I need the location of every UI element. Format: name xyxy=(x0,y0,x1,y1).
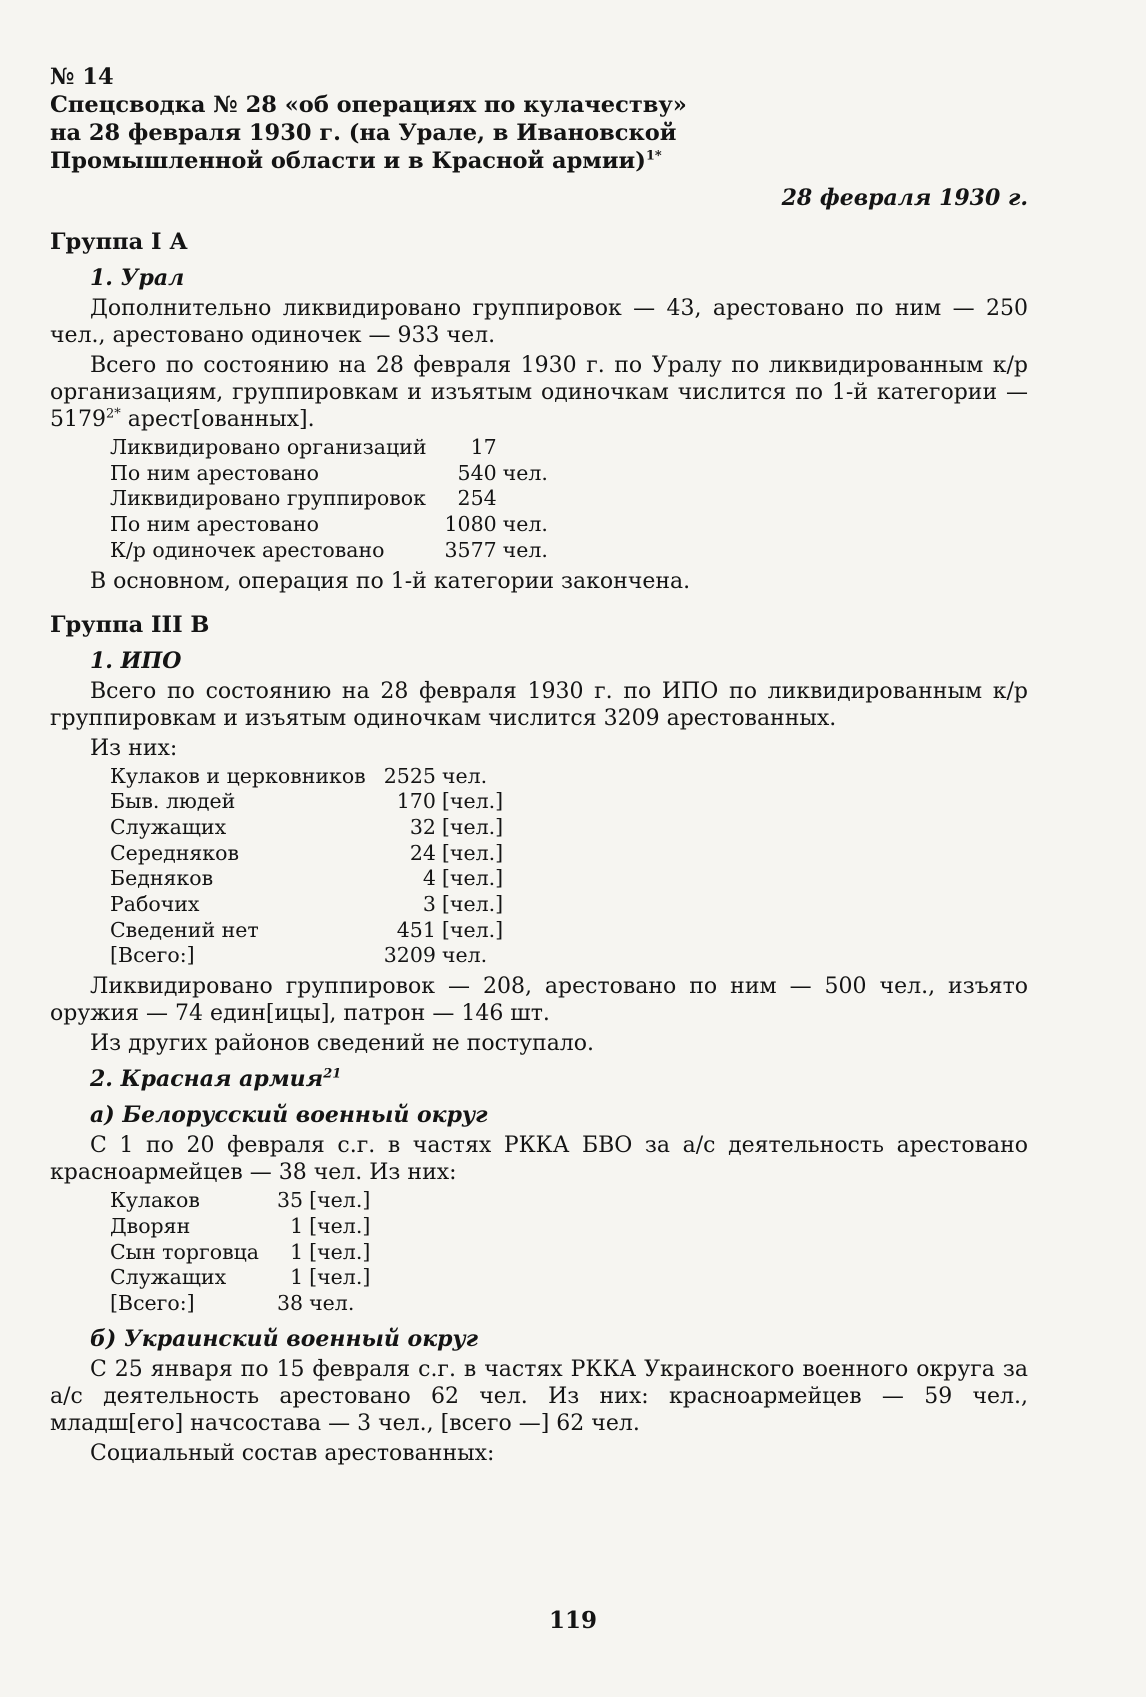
row-unit: [чел.] xyxy=(441,892,504,917)
table-row xyxy=(110,1265,370,1291)
row-unit: [чел.] xyxy=(309,1239,371,1264)
row-label: Кулаков и церковников xyxy=(110,763,366,788)
document-number: № 14 xyxy=(50,64,114,90)
group-3-title: Группа III В xyxy=(50,611,210,638)
ural-paragraph-2-text: Всего по состоянию на 28 февраля 1930 г. по Уралу по ликвидированным к/р организациям, группировкам и изъятым одиночкам числится по 1-й категории — 5179 xyxy=(50,353,1028,432)
row-unit: [чел.] xyxy=(309,1188,371,1213)
row-label: По ним арестовано xyxy=(110,512,319,537)
table-row xyxy=(110,1214,370,1240)
document-date: 28 февраля 1930 г. xyxy=(781,185,1028,211)
row-label: [Всего:] xyxy=(110,943,195,968)
ipo-paragraph-1: Всего по состоянию на 28 февраля 1930 г. по ИПО по ликвидированным к/р группировкам и изъятым одиночкам числится 3209 арестованных. xyxy=(50,678,1028,731)
row-value: 254 xyxy=(457,486,497,511)
table-row xyxy=(110,1240,370,1266)
title-line-1: Спецсводка № 28 «об операциях по кулачеству» xyxy=(50,92,687,118)
ipo-paragraph-3: Из других районов сведений не поступало. xyxy=(90,1031,595,1057)
row-value: 3 xyxy=(422,892,436,917)
row-label: [Всего:] xyxy=(110,1290,195,1315)
ural-heading: 1. Урал xyxy=(90,265,185,291)
table-row xyxy=(110,512,548,538)
row-value: 1 xyxy=(290,1265,304,1290)
title-line-3-text: Промышленной области и в Красной армии) xyxy=(50,148,646,174)
row-label: Служащих xyxy=(110,1265,227,1290)
row-value: 38 xyxy=(277,1290,304,1315)
table-row xyxy=(110,892,503,918)
row-unit xyxy=(497,486,548,512)
table-row xyxy=(110,789,503,815)
table-row xyxy=(110,461,548,487)
table-row xyxy=(110,943,503,969)
row-value: 4 xyxy=(422,866,436,891)
table-row xyxy=(110,764,503,790)
row-value: 540 xyxy=(457,460,497,485)
row-label: Ликвидировано организаций xyxy=(110,435,427,459)
ipo-stats-table xyxy=(110,764,503,970)
row-label: Служащих xyxy=(110,814,227,839)
row-label: Ликвидировано группировок xyxy=(110,486,426,511)
title-line-2: на 28 февраля 1930 г. (на Урале, в Ивановской xyxy=(50,120,677,146)
table-row xyxy=(110,815,503,841)
row-unit: [чел.] xyxy=(309,1213,371,1238)
row-unit: чел. xyxy=(309,1290,355,1315)
title-line-3 xyxy=(50,147,1028,175)
bvo-paragraph: С 1 по 20 февраля с.г. в частях РККА БВО за а/с деятельность арестовано красноармейцев — 38 чел. Из них: xyxy=(50,1133,1028,1186)
row-unit: [чел.] xyxy=(441,866,504,891)
row-value: 3209 xyxy=(383,943,436,968)
bvo-stats-table xyxy=(110,1188,370,1317)
row-unit: чел. xyxy=(441,763,488,788)
ipo-paragraph-2: Ликвидировано группировок — 208, арестовано по ним — 500 чел., изъято оружия — 74 един[ицы], патрон — 146 шт. xyxy=(50,974,1028,1027)
army-footnote-mark: 21 xyxy=(323,1066,342,1082)
row-unit: [чел.] xyxy=(309,1265,371,1290)
row-value: 170 xyxy=(396,789,436,814)
row-label: Кулаков xyxy=(110,1188,200,1213)
row-unit: чел. xyxy=(502,460,548,485)
group-1-title: Группа I А xyxy=(50,229,188,255)
bvo-heading: а) Белорусский военный округ xyxy=(90,1102,488,1129)
row-unit: [чел.] xyxy=(441,917,504,942)
ural-paragraph-2-end: арест[ованных]. xyxy=(120,407,315,432)
row-value: 1 xyxy=(290,1213,304,1238)
table-row xyxy=(110,435,548,461)
row-value: 451 xyxy=(396,917,436,942)
row-label: Сведений нет xyxy=(110,917,259,942)
ural-paragraph-2 xyxy=(50,352,1028,433)
row-unit: чел. xyxy=(502,537,548,562)
row-value: 3577 xyxy=(444,537,497,562)
row-label: Рабочих xyxy=(110,892,200,917)
row-value: 1 xyxy=(290,1239,304,1264)
row-unit: [чел.] xyxy=(441,840,504,865)
ural-paragraph-3: В основном, операция по 1-й категории закончена. xyxy=(90,568,691,594)
row-label: Середняков xyxy=(110,840,239,865)
page-number: 119 xyxy=(548,1607,597,1634)
row-label: По ним арестовано xyxy=(110,460,319,485)
row-unit: чел. xyxy=(441,943,488,968)
uvo-heading: б) Украинский военный округ xyxy=(90,1325,479,1352)
table-row xyxy=(110,1291,370,1317)
row-value: 1080 xyxy=(444,512,497,537)
army-heading-text: 2. Красная армия xyxy=(90,1066,324,1093)
row-label: Быв. людей xyxy=(110,789,236,814)
row-value: 32 xyxy=(409,814,436,839)
row-label: Сын торговца xyxy=(110,1239,260,1264)
row-value: 17 xyxy=(470,435,497,459)
row-value: 35 xyxy=(277,1188,304,1213)
row-label: Бедняков xyxy=(110,866,214,891)
ural-footnote-mark: 2* xyxy=(106,406,121,422)
table-row xyxy=(110,1188,370,1214)
table-row xyxy=(110,866,503,892)
table-row xyxy=(110,841,503,867)
row-label: Дворян xyxy=(110,1213,191,1238)
row-label: К/р одиночек арестовано xyxy=(110,537,385,562)
title-footnote-mark: 1* xyxy=(645,148,662,164)
ipo-intro: Из них: xyxy=(90,735,178,761)
document-title xyxy=(50,91,1028,175)
row-unit: [чел.] xyxy=(441,814,504,839)
row-unit: чел. xyxy=(502,512,548,537)
table-row xyxy=(110,538,548,564)
table-row xyxy=(110,918,503,944)
army-heading xyxy=(90,1066,1028,1093)
ipo-heading: 1. ИПО xyxy=(90,647,182,674)
uvo-paragraph: С 25 января по 15 февраля с.г. в частях РККА Украинского военного округа за а/с деятельность арестовано 62 чел. Из них: красноармейцев — 59 чел., младш[его] начсостава — 3 чел., [всего —] 62 чел. xyxy=(50,1356,1028,1436)
row-unit: [чел.] xyxy=(441,789,504,814)
ural-stats-table xyxy=(110,435,548,564)
table-row xyxy=(110,486,548,512)
row-value: 2525 xyxy=(383,763,436,788)
row-value: 24 xyxy=(409,840,436,865)
uvo-intro: Социальный состав арестованных: xyxy=(90,1440,495,1466)
row-unit xyxy=(497,435,548,461)
ural-paragraph-1: Дополнительно ликвидировано группировок — 43, арестовано по ним — 250 чел., арестовано одиночек — 933 чел. xyxy=(50,296,1028,348)
